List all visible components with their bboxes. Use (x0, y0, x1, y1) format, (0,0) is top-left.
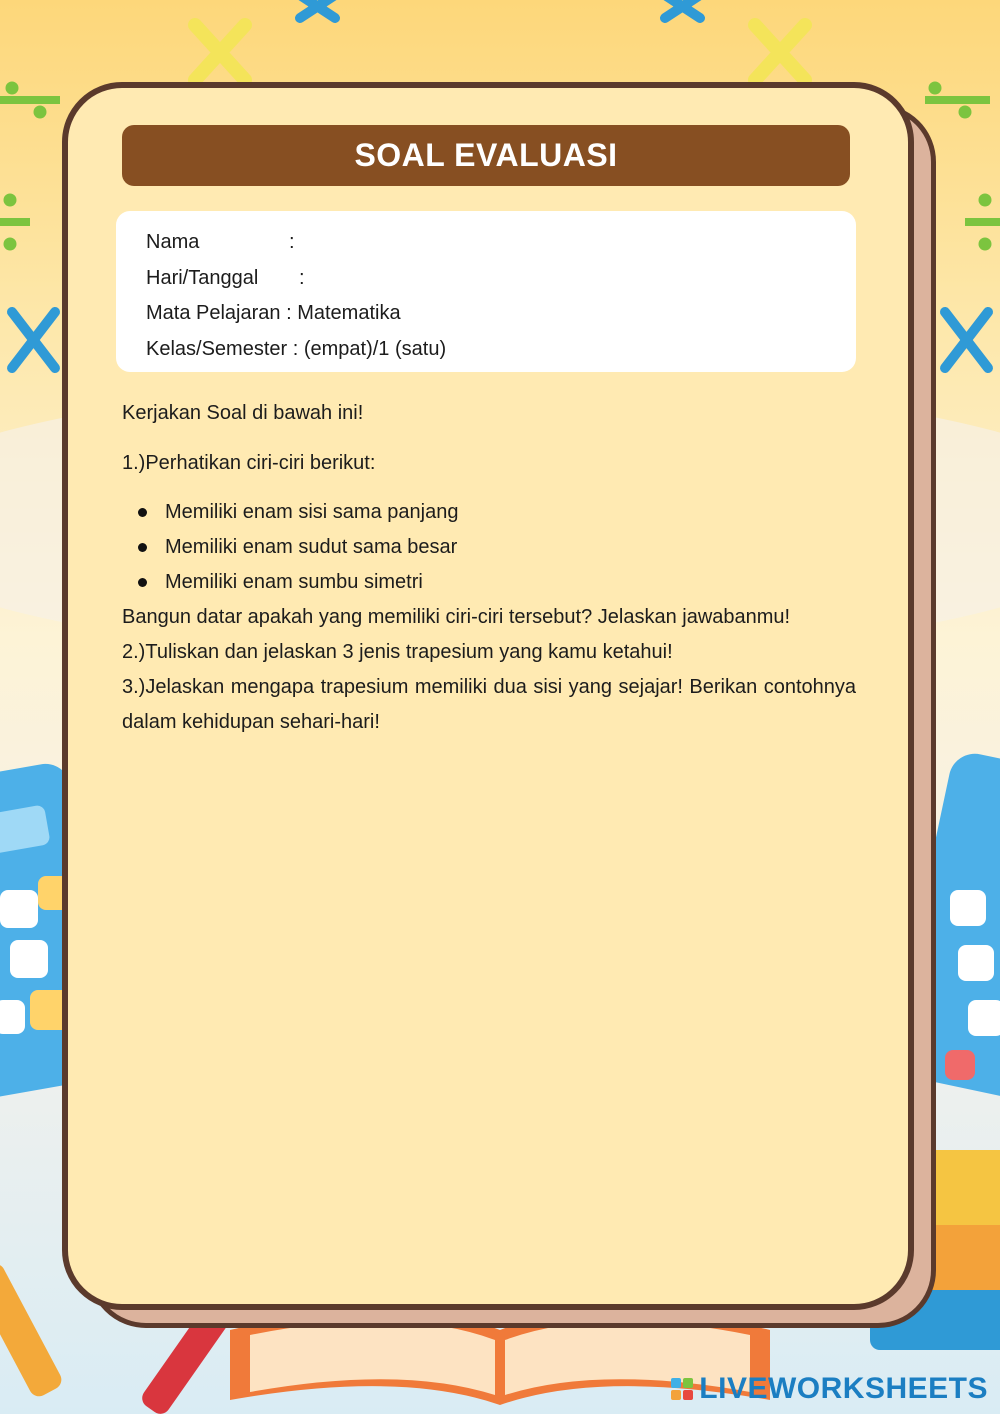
question-1-text: Bangun datar apakah yang memiliki ciri-ciri tersebut? Jelaskan jawabanmu! (122, 606, 791, 628)
info-label: Mata Pelajaran (146, 302, 281, 324)
info-value: : (289, 231, 295, 253)
student-info-box (116, 211, 856, 372)
title-banner (122, 125, 850, 186)
bullet-icon (138, 543, 147, 552)
question-3-text: 3.)Jelaskan mengapa trapesium memiliki dua sisi yang sejajar! Berikan contohnya dalam kehidupan sehari-hari! (122, 676, 856, 733)
brand-name: LIVEWORKSHEETS (699, 1372, 988, 1405)
instruction-text: Kerjakan Soal di bawah ini! (122, 402, 364, 424)
bullet-icon (138, 508, 147, 517)
list-item: Memiliki enam sudut sama besar (122, 530, 856, 565)
logo-tiles-icon (671, 1378, 693, 1400)
info-value: : (empat)/1 (satu) (292, 337, 447, 360)
info-row-nama (146, 225, 856, 261)
info-value: : Matematika (286, 302, 401, 324)
page-title: SOAL EVALUASI (354, 137, 618, 173)
info-row-kelas-semester (146, 332, 856, 368)
list-item: Memiliki enam sisi sama panjang (122, 495, 856, 530)
bullet-icon (138, 578, 147, 587)
question-1-list (122, 495, 856, 600)
list-item: Memiliki enam sumbu simetri (122, 565, 856, 600)
questions-section (122, 396, 856, 740)
info-row-hari-tanggal (146, 261, 856, 297)
question-1-intro: 1.)Perhatikan ciri-ciri berikut: (122, 452, 376, 474)
info-label: Nama (146, 231, 200, 253)
info-label: Hari/Tanggal (146, 266, 259, 289)
info-value: : (299, 266, 305, 289)
liveworksheets-logo (671, 1372, 988, 1406)
question-2-text: 2.)Tuliskan dan jelaskan 3 jenis trapesium yang kamu ketahui! (122, 641, 673, 663)
multiply-icon (195, 25, 805, 80)
info-label: Kelas/Semester (146, 337, 288, 360)
info-row-mata-pelajaran (146, 296, 856, 332)
